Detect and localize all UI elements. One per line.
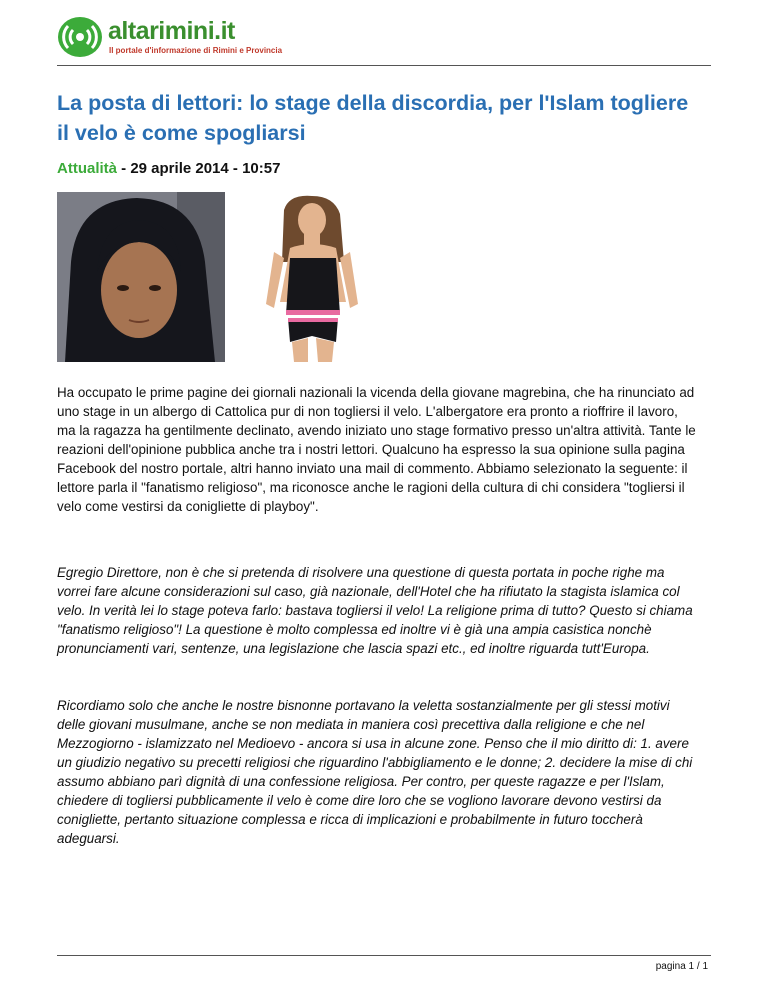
article-paragraph-intro: Ha occupato le prime pagine dei giornali nazionali la vicenda della giovane magrebina, che ha rinunciato ad uno stage in un albergo di Cattolica pur di non togliersi il velo. L'albergatore era pronto a rioffrire il lavoro, ma la ragazza ha gentilmente declinato, avendo iniziato uno stage formativo presso un'altra attività. Tante le reazioni dell'opinione pubblica anche tra i nostri lettori. Qualcuno ha espresso la sua opinione sulla pagina Facebook del nostro portale, altri hanno inviato una mail di commento. Abbiamo selezionato la seguente: il lettore parla il "fanatismo religioso", ma riconosce anche le ragioni della cultura di chi considera "togliersi il velo come vestirsi da conigliette di playboy".: [57, 385, 696, 514]
logo-tld: .it: [214, 17, 235, 45]
article-meta: [57, 160, 280, 177]
site-logo[interactable]: [108, 17, 235, 45]
article-category[interactable]: Attualità: [57, 160, 117, 177]
site-header: [58, 14, 718, 60]
footer-divider: [57, 955, 711, 956]
site-tagline: Il portale d'informazione di Rimini e Provincia: [109, 46, 283, 55]
article-paragraph-letter-2: Ricordiamo solo che anche le nostre bisnonne portavano la veletta sostanzialmente per gli stessi motivi delle giovani musulmane, anche se non mediata in maniera così precettiva dalla religione e che nel Mezzogiorno - islamizzato nel Medioevo - ancora si usa in alcune zone. Penso che il mio diritto di: 1. avere un giudizio negativo su precetti religiosi che riguardino l'abbigliamento e le donne; 2. decidere la mise di chi assumo abbiano parì dignità di una confessione religiosa. Per contro, per queste ragazze e per l'Islam, chiedere di togliersi pubblicamente il velo è come dire loro che se vogliono lavorare devono vestirsi da conigliette, pertanto situazione complessa e ricca di implicazioni e probabilmente in futuro toccherà adeguarsi.: [57, 698, 693, 846]
photo-woman-hijab: [57, 192, 225, 362]
photo-woman-bunny-outfit: [254, 192, 369, 362]
page-number: pagina 1 / 1: [655, 961, 708, 972]
logo-name: altarimini: [108, 17, 215, 45]
header-divider: [57, 65, 711, 66]
broadcast-icon: [58, 17, 102, 57]
article-paragraph-letter-1: Egregio Direttore, non è che si pretenda di risolvere una questione di questa portata in poche righe ma vorrei fare alcune considerazioni sul caso, già nazionale, dell'Hotel che ha rifiutato la stagista islamica col velo. In verità lei lo stage poteva farlo: bastava togliersi il velo! La religione prima di tutto? Questo si chiama "fanatismo religioso"! La questione è molto complessa ed inoltre vi è già una ampia casistica nonchè pronunciamenti vari, sentenze, una legislazione che lascia spazi etc., ed inoltre riguarda tutt'Europa.: [57, 565, 693, 656]
article-date: - 29 aprile 2014 - 10:57: [117, 160, 281, 177]
article-title: La posta di lettori: lo stage della discordia, per l'Islam togliere il velo è come spogliarsi: [57, 91, 689, 145]
